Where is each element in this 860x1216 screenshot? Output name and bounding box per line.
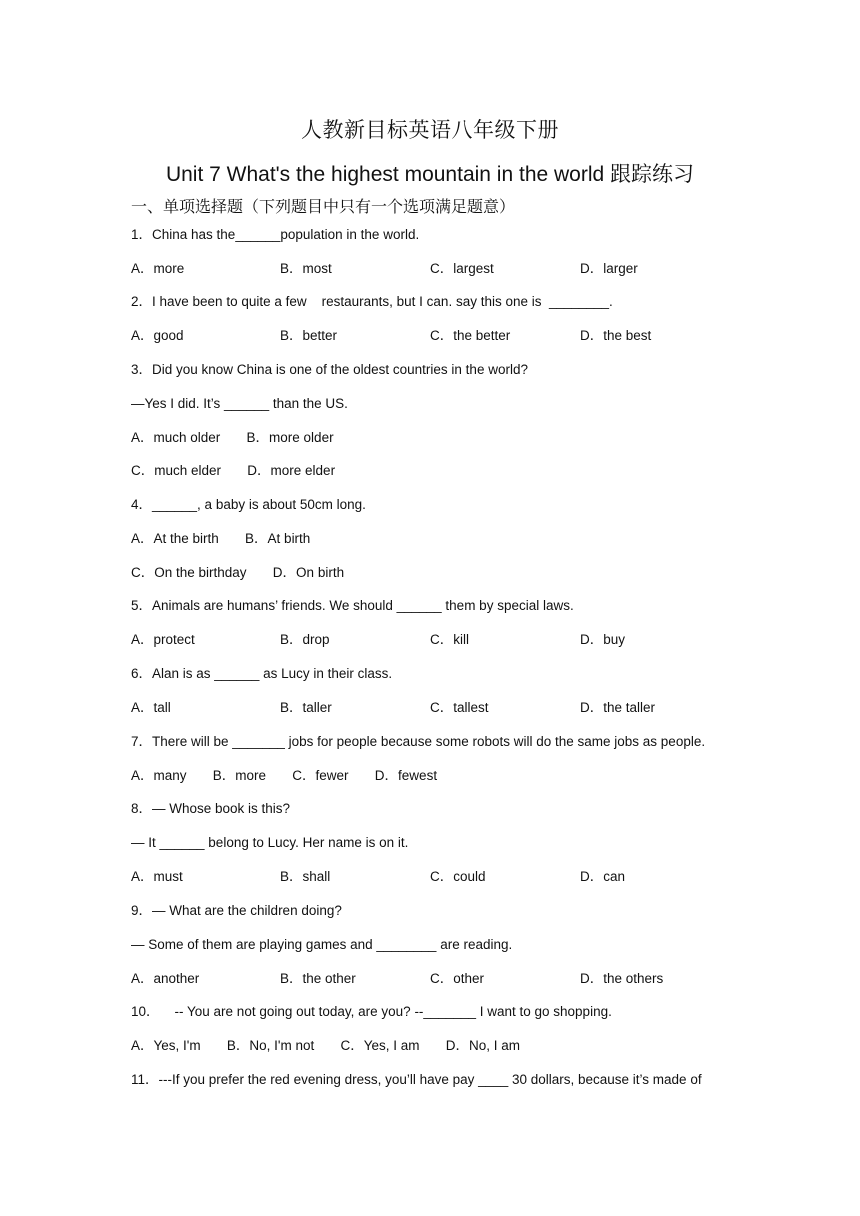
- option-b: B．the other: [280, 971, 356, 986]
- question-stem: 7．There will be _______ jobs for people because some robots will do the same jobs as people.: [131, 734, 706, 749]
- options-row: A．Yes, I'm B．No, I'm not C．Yes, I am D．No, I am: [131, 1038, 521, 1053]
- question-stem: 1．China has the______population in the world.: [131, 227, 420, 242]
- question-stem: 11．---If you prefer the red evening dress, you’ll have pay ____ 30 dollars, because it’s made of: [131, 1072, 702, 1087]
- option-d: D．larger: [580, 261, 638, 276]
- options-row: A．many B．more C．fewer D．fewest: [131, 768, 438, 783]
- question-stem-continued: —Yes I did. It’s ______ than the US.: [131, 396, 348, 411]
- options-cd: C．much elder D．more elder: [131, 463, 336, 478]
- option-d: D．the others: [580, 971, 664, 986]
- option-c: C．kill: [430, 632, 469, 647]
- document-title: 人教新目标英语八年级下册: [301, 118, 559, 142]
- question-stem: 3．Did you know China is one of the oldest countries in the world?: [131, 362, 528, 377]
- option-c: C．could: [430, 869, 486, 884]
- option-b: B．drop: [280, 632, 330, 647]
- options-ab: A．much older B．more older: [131, 430, 334, 445]
- option-a: A．protect: [131, 632, 195, 647]
- question-stem: 10． -- You are not going out today, are you? --_______ I want to go shopping.: [131, 1004, 612, 1019]
- option-d: D．buy: [580, 632, 626, 647]
- question-stem: 5．Animals are humans’ friends. We should ______ them by special laws.: [131, 598, 574, 613]
- option-a: A．more: [131, 261, 185, 276]
- option-a: A．must: [131, 869, 183, 884]
- option-b: B．shall: [280, 869, 331, 884]
- question-stem: 2．I have been to quite a few restaurants, but I can. say this one is ________.: [131, 294, 613, 309]
- option-c: C．tallest: [430, 700, 489, 715]
- option-a: A．tall: [131, 700, 171, 715]
- option-c: C．largest: [430, 261, 494, 276]
- option-c: C．other: [430, 971, 485, 986]
- question-stem: 9．— What are the children doing?: [131, 903, 342, 918]
- question-stem-continued: — Some of them are playing games and ________ are reading.: [131, 937, 513, 952]
- question-stem-continued: — It ______ belong to Lucy. Her name is on it.: [131, 835, 409, 850]
- options-cd: C．On the birthday D．On birth: [131, 565, 345, 580]
- option-d: D．the best: [580, 328, 652, 343]
- option-d: D．can: [580, 869, 626, 884]
- section-heading: 一、单项选择题（下列题目中只有一个选项满足题意）: [131, 197, 516, 216]
- option-a: A．another: [131, 971, 200, 986]
- option-a: A．good: [131, 328, 184, 343]
- option-c: C．the better: [430, 328, 511, 343]
- option-b: B．most: [280, 261, 332, 276]
- question-stem: 4．______, a baby is about 50cm long.: [131, 497, 366, 512]
- options-ab: A．At the birth B．At birth: [131, 531, 311, 546]
- option-b: B．taller: [280, 700, 332, 715]
- document-subtitle: Unit 7 What's the highest mountain in the world 跟踪练习: [165, 163, 695, 186]
- question-stem: 8．— Whose book is this?: [131, 801, 291, 816]
- question-stem: 6．Alan is as ______ as Lucy in their class.: [131, 666, 393, 681]
- option-d: D．the taller: [580, 700, 656, 715]
- option-b: B．better: [280, 328, 338, 343]
